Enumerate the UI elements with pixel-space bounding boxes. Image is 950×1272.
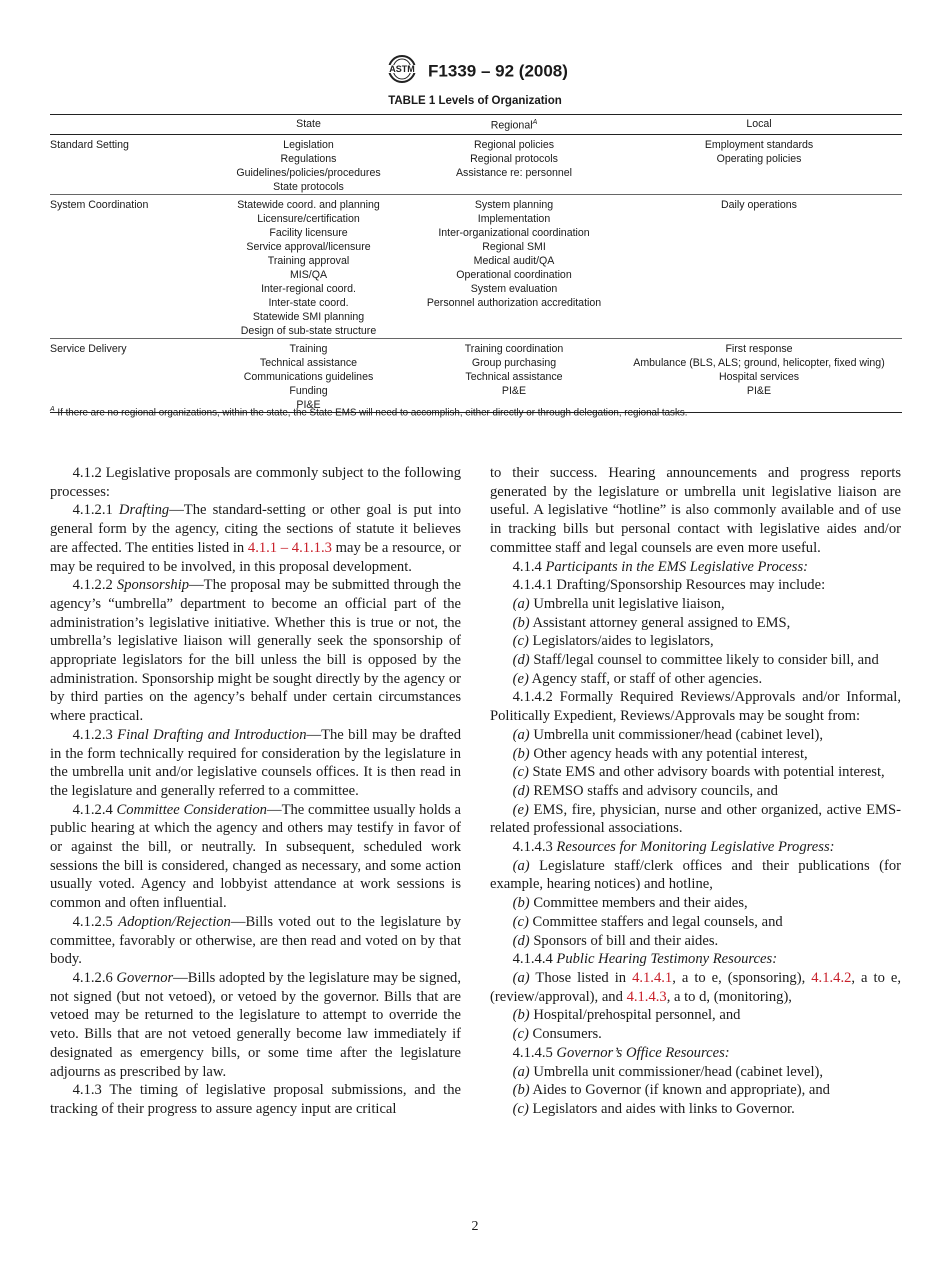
cell-line: Medical audit/QA <box>473 254 555 267</box>
levels-of-organization-table <box>50 114 902 413</box>
cell-line: Licensure/certification <box>257 212 360 225</box>
column-header-local: Local <box>616 115 902 135</box>
page-header <box>0 54 950 89</box>
cell-local <box>616 338 902 412</box>
list-item: (c) State EMS and other advisory boards with potential interest, <box>512 764 885 781</box>
cell-line: Employment standards <box>704 138 814 151</box>
cell-local <box>616 134 902 194</box>
cell-line: MIS/QA <box>289 268 328 281</box>
cell-line: Regulations <box>280 152 337 165</box>
list-item: (d) Staff/legal counsel to committee likely to consider bill, and <box>512 652 879 669</box>
cell-line: Regional protocols <box>470 152 558 165</box>
svg-text:ASTM: ASTM <box>389 64 415 74</box>
list-item: (b) Hospital/prehospital personnel, and <box>512 1007 741 1024</box>
list-item: (a) Those listed in 4.1.4.1, a to e, (sponsoring), 4.1.4.2, a to e, (review/approval), and 4.1.4.3, a to d, (monitoring), <box>490 969 901 1005</box>
table-row <box>50 338 902 412</box>
page-number: 2 <box>471 1219 479 1234</box>
cell-local <box>616 194 902 338</box>
row-label: Service Delivery <box>50 338 205 412</box>
cell-state <box>205 338 412 412</box>
cell-line: System evaluation <box>470 282 558 295</box>
cell-line: Operational coordination <box>456 268 572 281</box>
list-item: (c) Legislators and aides with links to Governor. <box>512 1100 795 1117</box>
cell-line: Daily operations <box>721 198 797 211</box>
paragraph-4-1-4-2: 4.1.4.2 Formally Required Reviews/Approvals and/or Informal, Politically Expedient, Reviews/Approvals may be sought from: <box>490 689 901 725</box>
document-id: F1339 – 92 (2008) <box>428 61 568 81</box>
table-row <box>50 194 902 338</box>
cell-line: Personnel authorization accreditation <box>426 296 602 309</box>
table-row <box>50 134 902 194</box>
cell-line: First response <box>725 342 793 355</box>
right-column <box>490 464 901 1119</box>
paragraph-4-1-2-6: 4.1.2.6 Governor—Bills adopted by the legislature may be signed, not signed (but not vetoed), or vetoed by the governor. Bills that are vetoed may be returned to the legislature to attempt to override the veto. Bills that are not vetoed generally become law immediately if designated as emergency bills, or some time after the legislature adjourns as prescribed by law. <box>50 969 461 1080</box>
list-item: (a) Umbrella unit legislative liaison, <box>512 595 725 612</box>
list-item: (e) Agency staff, or staff of other agencies. <box>512 670 763 687</box>
cell-line: Technical assistance <box>465 370 563 383</box>
cell-line: Training coordination <box>464 342 564 355</box>
list-item: (c) Committee staffers and legal counsels, and <box>512 913 783 930</box>
cell-line: Facility licensure <box>269 226 348 239</box>
paragraph-4-1-4-1: 4.1.4.1 Drafting/Sponsorship Resources may include: <box>512 577 826 594</box>
list-item: (b) Aides to Governor (if known and appropriate), and <box>512 1082 830 1099</box>
paragraph-4-1-2-2: 4.1.2.2 Sponsorship—The proposal may be submitted through the agency’s “umbrella” department to become an official part of the administration’s legislative initiative. Whether this is true or not, the umbrella’s legislative liaison will generally seek the sponsorship of appropriate legislators for the bill unless the bill is opposed by the administration. Sponsorship might be sought directly by the agency or by third parties on the agency’s behalf under certain circumstances where practical. <box>50 577 461 725</box>
table-header-row <box>50 115 902 135</box>
list-item: (a) Umbrella unit commissioner/head (cabinet level), <box>512 1063 824 1080</box>
heading-4-1-4: 4.1.4 Participants in the EMS Legislative Process: <box>512 558 808 575</box>
cell-line: Training <box>289 342 328 355</box>
cell-line: Communications guidelines <box>243 370 374 383</box>
list-item: (c) Legislators/aides to legislators, <box>512 633 714 650</box>
list-item: (d) REMSO staffs and advisory councils, and <box>512 782 778 799</box>
cell-line: Design of sub-state structure <box>240 324 377 337</box>
cell-line: Ambulance (BLS, ALS; ground, helicopter, fixed wing) <box>633 356 885 369</box>
cell-line: PI&E <box>501 384 527 397</box>
paragraph-4-1-2-5: 4.1.2.5 Adoption/Rejection—Bills voted out to the legislature by committee, favorably or otherwise, are then read and voted on by that body. <box>50 913 461 968</box>
cell-line: Inter-state coord. <box>268 296 349 309</box>
cell-line: Operating policies <box>716 152 802 165</box>
cell-line: Statewide SMI planning <box>252 310 365 323</box>
cell-line: Guidelines/policies/procedures <box>236 166 381 179</box>
heading-4-1-4-5: 4.1.4.5 Governor’s Office Resources: <box>512 1044 730 1061</box>
heading-4-1-4-3: 4.1.4.3 Resources for Monitoring Legislative Progress: <box>512 839 835 856</box>
paragraph-4-1-3: 4.1.3 The timing of legislative proposal submissions, and the tracking of their progress to assure agency input are critical <box>50 1082 461 1117</box>
cell-line: Assistance re: personnel <box>455 166 572 179</box>
list-item: (a) Legislature staff/clerk offices and their publications (for example, hearing notices) and hotline, <box>490 857 901 893</box>
section-link[interactable]: 4.1.4.3 <box>626 988 667 1005</box>
cell-line: Inter-organizational coordination <box>438 226 590 239</box>
table-title: TABLE 1 Levels of Organization <box>388 95 562 107</box>
cell-line: Group purchasing <box>471 356 557 369</box>
cell-line: Technical assistance <box>259 356 358 369</box>
list-item: (a) Umbrella unit commissioner/head (cabinet level), <box>512 726 824 743</box>
cell-line: Training approval <box>267 254 350 267</box>
left-column <box>50 464 461 1119</box>
list-item: (b) Committee members and their aides, <box>512 895 748 912</box>
list-item: (b) Assistant attorney general assigned to EMS, <box>512 614 791 631</box>
cell-line: Legislation <box>283 138 334 151</box>
astm-logo-icon <box>382 54 422 89</box>
paragraph-4-1-2-4: 4.1.2.4 Committee Consideration—The committee usually holds a public hearing at which the agency and others may testify in favor of or against the bill, or neutrally. In subsequent, scheduled work sessions the bill is considered, changed as necessary, and some action usually voted. Agency and lobbyist attendance at work sessions is common and often influential. <box>50 801 461 912</box>
cell-regional <box>412 134 616 194</box>
paragraph-4-1-2-1: 4.1.2.1 Drafting—The standard-setting or other goal is put into general form by the agency, citing the sections of statute it believes are affected. The entities listed in 4.1.1 – 4.1.1.3 may be a resource, or may be required to be involved, in this proposal development. <box>50 502 462 575</box>
cell-line: Inter-regional coord. <box>261 282 356 295</box>
cell-line: Statewide coord. and planning <box>237 198 380 211</box>
paragraph-4-1-2: 4.1.2 Legislative proposals are commonly subject to the following processes: <box>50 465 461 500</box>
cell-line: Implementation <box>477 212 551 225</box>
row-label: System Coordination <box>50 194 205 338</box>
heading-4-1-4-4: 4.1.4.4 Public Hearing Testimony Resources: <box>512 951 778 968</box>
cell-state <box>205 194 412 338</box>
list-item: (e) EMS, fire, physician, nurse and other organized, active EMS-related professional associations. <box>490 801 901 837</box>
cell-state <box>205 134 412 194</box>
cell-line: State protocols <box>273 180 344 193</box>
column-header-regional: Regional$^A$ <box>412 115 616 135</box>
cell-line: PI&E <box>746 384 772 397</box>
section-link[interactable]: 4.1.4.2 <box>811 969 852 986</box>
list-item: (b) Other agency heads with any potential interest, <box>512 745 808 762</box>
paragraph-4-1-2-3: 4.1.2.3 Final Drafting and Introduction—The bill may be drafted in the form technically required for consideration by the legislature in the umbrella unit and/or legislative counsels offices. It is then read in the legislature and generally referred to a committee. <box>50 726 461 799</box>
cell-line: Regional SMI <box>482 240 546 253</box>
section-link[interactable]: 4.1.1 – 4.1.1.3 <box>247 539 332 556</box>
cell-line: Funding <box>289 384 328 397</box>
column-header-blank <box>50 115 205 135</box>
cell-regional <box>412 338 616 412</box>
cell-line: Service approval/licensure <box>246 240 371 253</box>
cell-line: System planning <box>474 198 554 211</box>
table-footnote: $^A$ If there are no regional organizations, within the state, the State EMS will need to accomplish, either directly or through delegation, regional tasks. <box>50 406 688 419</box>
column-header-state: State <box>205 115 412 135</box>
cell-regional <box>412 194 616 338</box>
cell-line: PI&E <box>296 398 321 411</box>
row-label: Standard Setting <box>50 134 205 194</box>
cell-line: Regional policies <box>473 138 555 151</box>
paragraph-4-1-3-continued: to their success. Hearing announcements and progress reports generated by the legislature or umbrella unit legislative liaison are useful. A legislative “hotline” is also commonly available and of use in tracking bills but personal contact with legislative aides and/or committee staff and legal counsels are even more useful. <box>490 465 901 556</box>
cell-line: Hospital services <box>718 370 800 383</box>
section-link[interactable]: 4.1.4.1 <box>632 969 673 986</box>
list-item: (c) Consumers. <box>512 1026 602 1043</box>
list-item: (d) Sponsors of bill and their aides. <box>512 932 719 949</box>
